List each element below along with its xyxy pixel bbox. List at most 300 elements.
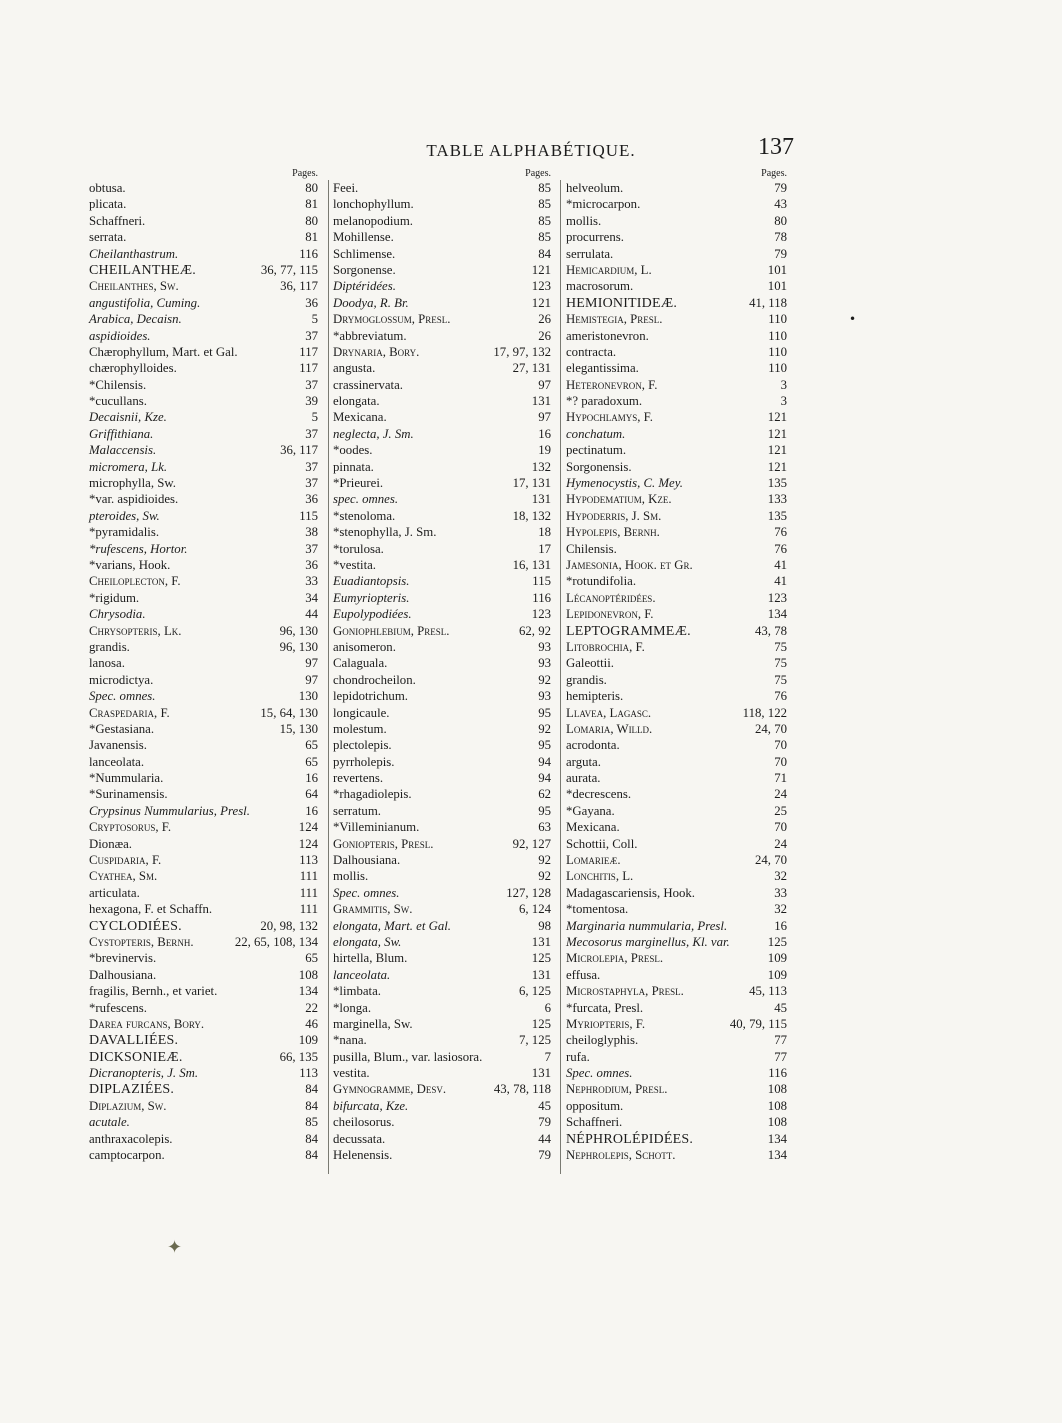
entry-pages: 65 [305,951,318,966]
entry-term: Cheiloplecton, F. [89,574,181,589]
entry-term: DICKSONIEÆ. [89,1049,183,1065]
entry-pages: 109 [298,1033,318,1048]
entry-pages: 16 [305,803,318,818]
entry-pages: 108 [298,967,318,982]
index-entry [566,639,787,655]
index-entry [89,196,318,212]
entry-term: Craspedaria, F. [89,705,170,720]
column-divider [328,180,329,1174]
entry-term: conchatum. [566,426,626,441]
page-number: 137 [758,134,794,160]
entry-term: Chrysopteris, Lk. [89,623,182,638]
entry-term: CHEILANTHEÆ. [89,262,196,278]
entry-pages: 25 [774,803,787,818]
entry-pages: 20, 98, 132 [260,918,318,933]
index-entry [333,409,551,425]
entry-term: Cryptosorus, F. [89,820,172,835]
entry-pages: 108 [767,1098,787,1113]
entry-term: Decaisnii, Kze. [89,410,167,425]
entry-term: contracta. [566,344,617,359]
index-entry [333,705,551,721]
entry-pages: 43 [774,197,787,212]
entry-pages: 36, 77, 115 [260,262,318,277]
entry-term: pinnata. [333,459,374,474]
index-entry [566,475,787,491]
entry-term: effusa. [566,967,601,982]
entry-pages: 71 [774,771,787,786]
index-entry [89,967,318,983]
entry-pages: 76 [774,525,787,540]
index-entry [333,1065,551,1081]
index-entry [89,934,318,950]
entry-pages: 78 [774,230,787,245]
entry-term: Feei. [333,181,359,195]
index-entry [333,786,551,802]
entry-term: Mexicana. [333,410,387,425]
entry-list [566,180,787,1163]
entry-term: serrata. [89,230,127,245]
entry-term: angusta. [333,361,376,376]
entry-term: pteroides, Sw. [89,508,160,523]
index-entry [333,688,551,704]
index-entry [89,623,318,639]
entry-pages: 44 [538,1131,551,1146]
index-entry [89,950,318,966]
entry-term: Schaffneri. [89,213,146,228]
entry-term: marginella, Sw. [333,1016,413,1031]
entry-pages: 79 [774,181,787,195]
entry-pages: 18 [538,525,551,540]
entry-term: *rhagadiolepis. [333,787,412,802]
index-entry [333,868,551,884]
entry-pages: 32 [774,869,787,884]
entry-pages: 94 [538,771,551,786]
entry-term: Doodya, R. Br. [333,295,409,310]
entry-pages: 134 [767,1131,787,1146]
entry-pages: 131 [531,394,551,409]
entry-pages: 37 [305,476,318,491]
index-entry [333,1147,551,1163]
entry-pages: 37 [305,377,318,392]
entry-term: Hypochlamys, F. [566,410,653,425]
entry-term: *Prieurei. [333,476,384,491]
index-entry [566,1098,787,1114]
index-entry [89,573,318,589]
entry-pages: 24, 70 [755,853,787,868]
index-entry [566,770,787,786]
entry-pages: 125 [767,934,787,949]
index-entry [333,934,551,950]
index-entry [333,623,551,639]
entry-term: Hemistegia, Presl. [566,312,663,327]
entry-pages: 92 [538,672,551,687]
index-entry [566,590,787,606]
entry-term: Helenensis. [333,1148,393,1163]
index-entry [89,180,318,196]
index-entry [566,328,787,344]
index-entry [333,1000,551,1016]
entry-term: Mexicana. [566,820,620,835]
entry-pages: 108 [767,1082,787,1097]
entry-term: lanceolata. [333,967,391,982]
entry-term: *rigidum. [89,590,140,605]
entry-pages: 94 [538,754,551,769]
entry-term: Sorgonensis. [566,459,632,474]
entry-term: oppositum. [566,1098,624,1113]
entry-term: Mecosorus marginellus, Kl. var. [566,934,730,949]
index-entry [566,803,787,819]
index-entry [89,819,318,835]
entry-term: *pyramidalis. [89,525,160,540]
index-entry [566,606,787,622]
entry-pages: 81 [305,230,318,245]
entry-pages: 130 [298,689,318,704]
entry-pages: 45 [538,1098,551,1113]
entry-term: Spec. omnes. [566,1066,633,1081]
entry-pages: 7 [544,1049,551,1064]
entry-term: lanceolata. [89,754,145,769]
entry-term: Malaccensis. [89,443,157,458]
index-entry [89,229,318,245]
index-entry [89,491,318,507]
entry-term: Hemicardium, L. [566,262,652,277]
entry-term: cheilosorus. [333,1115,395,1130]
entry-term: procurrens. [566,230,624,245]
entry-pages: 131 [531,1066,551,1081]
index-entry [333,229,551,245]
index-entry [89,705,318,721]
entry-term: HEMIONITIDEÆ. [566,295,678,311]
entry-term: Lepidonevron, F. [566,607,654,622]
index-entry [89,836,318,852]
index-entry [333,344,551,360]
entry-term: microdictya. [89,672,154,687]
entry-pages: 41 [774,574,787,589]
entry-pages: 93 [538,689,551,704]
entry-term: fragilis, Bernh., et variet. [89,984,218,999]
entry-pages: 26 [538,328,551,343]
entry-term: *var. aspidioides. [89,492,179,507]
entry-term: Drynaria, Bory. [333,344,420,359]
index-entry [89,1114,318,1130]
index-entry [89,1032,318,1048]
entry-pages: 46 [305,1016,318,1031]
entry-term: helveolum. [566,181,624,195]
index-entry [566,491,787,507]
index-entry [566,1114,787,1130]
index-entry [566,295,787,311]
entry-term: anisomeron. [333,639,396,654]
index-entry [566,950,787,966]
entry-pages: 121 [767,410,787,425]
entry-term: Spec. omnes. [89,689,156,704]
index-entry [89,639,318,655]
entry-term: chondrocheilon. [333,672,416,687]
index-entry [89,590,318,606]
index-entry [566,885,787,901]
entry-term: Arabica, Decaisn. [89,312,182,327]
entry-term: Jamesonia, Hook. et Gr. [566,557,693,572]
entry-term: Hypodematium, Kze. [566,492,672,507]
entry-pages: 96, 130 [279,639,318,654]
index-entry [333,541,551,557]
entry-term: NÉPHROLÉPIDÉES. [566,1131,694,1147]
entry-pages: 16 [305,771,318,786]
index-entry [333,524,551,540]
entry-pages: 85 [538,213,551,228]
entry-pages: 111 [299,869,318,884]
entry-term: longicaule. [333,705,390,720]
entry-term: Schlimense. [333,246,396,261]
entry-term: Madagascariensis, Hook. [566,885,695,900]
entry-pages: 124 [298,836,318,851]
entry-term: Cheilanthes, Sw. [89,279,179,294]
entry-pages: 125 [531,951,551,966]
entry-pages: 135 [767,476,787,491]
entry-term: Microstaphyla, Presl. [566,984,684,999]
entry-pages: 116 [532,590,551,605]
entry-pages: 92 [538,721,551,736]
entry-term: elongata, Sw. [333,934,402,949]
entry-pages: 81 [305,197,318,212]
entry-term: Hypolepis, Bernh. [566,525,660,540]
entry-term: Eupolypodiées. [333,607,412,622]
index-entry [89,344,318,360]
entry-term: Goniopteris, Presl. [333,836,434,851]
entry-pages: 22, 65, 108, 134 [234,934,318,949]
entry-pages: 64 [305,787,318,802]
entry-pages: 101 [767,279,787,294]
entry-term: Cuspidaria, F. [89,853,162,868]
entry-term: *decrescens. [566,787,632,802]
index-entry [333,180,551,196]
entry-term: melanopodium. [333,213,413,228]
index-entry [89,459,318,475]
entry-term: *abbreviatum. [333,328,407,343]
entry-term: anthraxacolepis. [89,1131,173,1146]
entry-list [89,180,318,1163]
entry-term: mollis. [566,213,602,228]
entry-term: serrulata. [566,246,614,261]
index-entry [566,409,787,425]
index-entry [566,1000,787,1016]
index-entry [333,885,551,901]
entry-term: *? paradoxum. [566,394,643,409]
index-entry [566,1032,787,1048]
index-entry [89,1131,318,1147]
entry-term: *furcata, Presl. [566,1000,644,1015]
entry-pages: 18, 132 [512,508,551,523]
entry-term: Lonchitis, L. [566,869,634,884]
index-entry [566,229,787,245]
index-entry [566,721,787,737]
entry-term: pyrrholepis. [333,754,395,769]
entry-term: lanosa. [89,656,125,671]
index-entry [566,1065,787,1081]
entry-pages: 116 [299,246,318,261]
index-entry [333,1049,551,1065]
entry-pages: 22 [305,1000,318,1015]
index-entry [89,393,318,409]
entry-term: *microcarpon. [566,197,641,212]
index-entry [333,1032,551,1048]
entry-term: aspidioides. [89,328,151,343]
index-entry [89,508,318,524]
entry-term: rufa. [566,1049,590,1064]
entry-pages: 111 [299,902,318,917]
entry-term: *oodes. [333,443,373,458]
entry-term: chærophylloides. [89,361,177,376]
entry-pages: 37 [305,459,318,474]
index-entry [566,967,787,983]
entry-term: cheiloglyphis. [566,1033,639,1048]
index-entry [333,377,551,393]
index-entry [89,852,318,868]
index-entry [89,721,318,737]
index-entry [333,262,551,278]
entry-term: articulata. [89,885,140,900]
index-entry [89,246,318,262]
entry-pages: 24 [774,787,787,802]
index-entry [333,491,551,507]
entry-pages: 123 [767,590,787,605]
entry-term: *vestita. [333,557,377,572]
index-entry [333,1131,551,1147]
entry-pages: 85 [305,1115,318,1130]
entry-pages: 92, 127 [512,836,551,851]
entry-term: mollis. [333,869,369,884]
entry-pages: 41 [774,557,787,572]
index-entry [566,737,787,753]
pages-column-label: Pages. [761,168,787,179]
index-entry [89,1016,318,1032]
entry-term: *Chilensis. [89,377,147,392]
entry-term: Sorgonense. [333,262,396,277]
entry-term: elegantissima. [566,361,639,376]
entry-term: Gymnogramme, Desv. [333,1082,447,1097]
entry-pages: 24, 70 [755,721,787,736]
entry-term: Crypsinus Nummularius, Presl. [89,803,250,818]
entry-term: grandis. [566,672,607,687]
entry-term: Dicranopteris, J. Sm. [89,1066,199,1081]
index-entry [89,786,318,802]
entry-term: Cheilanthastrum. [89,246,179,261]
entry-pages: 113 [299,853,318,868]
entry-term: arguta. [566,754,601,769]
entry-pages: 37 [305,328,318,343]
index-entry [89,442,318,458]
index-entry [566,442,787,458]
entry-pages: 44 [305,607,318,622]
entry-term: micromera, Lk. [89,459,168,474]
entry-term: Chilensis. [566,541,617,556]
entry-term: *Gayana. [566,803,615,818]
entry-pages: 5 [311,312,318,327]
entry-term: Calaguala. [333,656,388,671]
pages-column-label: Pages. [292,168,318,179]
entry-pages: 85 [538,181,551,195]
index-entry [566,1049,787,1065]
entry-term: Grammitis, Sw. [333,902,413,917]
entry-pages: 3 [780,377,787,392]
index-entry [566,213,787,229]
index-entry [566,262,787,278]
entry-pages: 97 [305,656,318,671]
index-entry [333,1081,551,1097]
index-entry [89,377,318,393]
entry-pages: 16 [774,918,787,933]
index-entry [89,901,318,917]
entry-term: hirtella, Blum. [333,951,408,966]
entry-pages: 26 [538,312,551,327]
entry-pages: 77 [774,1033,787,1048]
entry-term: Cystopteris, Bernh. [89,934,194,949]
entry-pages: 77 [774,1049,787,1064]
index-entry [333,672,551,688]
index-entry [333,655,551,671]
entry-term: revertens. [333,771,384,786]
entry-pages: 125 [531,1016,551,1031]
entry-pages: 38 [305,525,318,540]
entry-pages: 5 [311,410,318,425]
entry-term: Darea furcans, Bory. [89,1016,205,1031]
entry-pages: 36, 117 [280,443,318,458]
entry-pages: 93 [538,656,551,671]
index-entry [566,196,787,212]
entry-pages: 85 [538,230,551,245]
index-entry [333,311,551,327]
entry-pages: 15, 130 [279,721,318,736]
entry-term: *Gestasiana. [89,721,155,736]
entry-pages: 95 [538,803,551,818]
index-entry [333,393,551,409]
entry-pages: 65 [305,754,318,769]
index-entry [566,524,787,540]
entry-pages: 110 [768,344,787,359]
index-entry [566,836,787,852]
index-entry [333,819,551,835]
entry-pages: 43, 78, 118 [493,1082,551,1097]
entry-pages: 75 [774,656,787,671]
index-entry [89,803,318,819]
entry-term: angustifolia, Cuming. [89,295,201,310]
entry-term: acutale. [89,1115,130,1130]
entry-pages: 15, 64, 130 [260,705,318,720]
entry-term: crassinervata. [333,377,403,392]
entry-term: Chrysodia. [89,607,146,622]
entry-pages: 123 [531,279,551,294]
entry-pages: 79 [538,1148,551,1163]
index-entry [333,836,551,852]
entry-term: Spec. omnes. [333,885,400,900]
index-entry [89,262,318,278]
index-entry [566,819,787,835]
index-entry [89,1065,318,1081]
index-entry [89,1081,318,1097]
entry-pages: 134 [767,1148,787,1163]
entry-pages: 65 [305,738,318,753]
entry-term: *rotundifolia. [566,574,637,589]
column-divider [560,180,561,1174]
entry-term: DIPLAZIÉES. [89,1082,175,1098]
index-entry [566,655,787,671]
entry-term: molestum. [333,721,387,736]
entry-term: pectinatum. [566,443,627,458]
index-entry [89,311,318,327]
entry-term: lepidotrichum. [333,689,408,704]
index-entry [89,295,318,311]
entry-pages: 7, 125 [519,1033,551,1048]
